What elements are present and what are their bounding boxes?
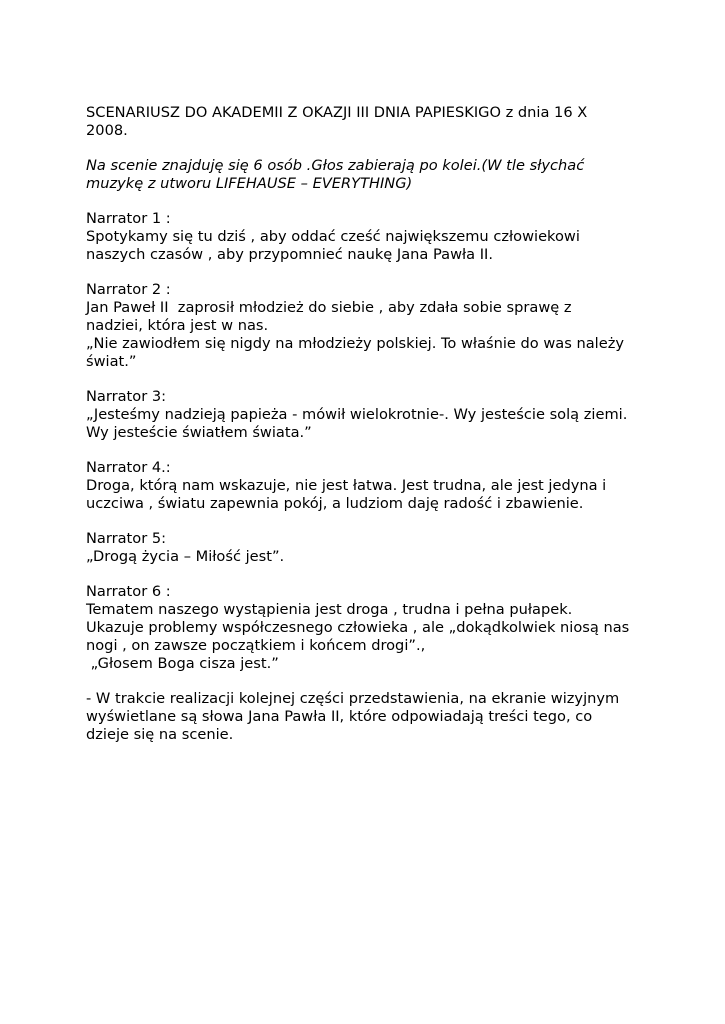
narrator-4-label: Narrator 4.:	[86, 459, 171, 476]
narrator-6-label: Narrator 6 :	[86, 583, 171, 600]
closing-line: wyświetlane są słowa Jana Pawła II, które odpowiadają treści tego, co	[86, 708, 593, 725]
stage-direction-intro	[86, 157, 646, 193]
narrator-1-label: Narrator 1 :	[86, 210, 171, 227]
document-page	[86, 104, 646, 761]
narrator-3-line: „Jesteśmy nadzieją papieża - mówił wielokrotnie-. Wy jesteście solą ziemi.	[86, 406, 628, 423]
narrator-1-line: naszych czasów , aby przypomnieć naukę Jana Pawła II.	[86, 246, 494, 263]
narrator-2-line: świat.”	[86, 353, 137, 370]
narrator-2-label: Narrator 2 :	[86, 281, 171, 298]
narrator-6-line: Ukazuje problemy współczesnego człowieka , ale „dokądkolwiek niosą nas	[86, 619, 630, 636]
narrator-3-section	[86, 388, 646, 442]
narrator-3-label: Narrator 3:	[86, 388, 167, 405]
intro-line: Na scenie znajduję się 6 osób .Głos zabierają po kolei.(W tle słychać	[86, 157, 585, 174]
narrator-4-line: uczciwa , światu zapewnia pokój, a ludziom daję radość i zbawienie.	[86, 495, 584, 512]
narrator-1-line: Spotykamy się tu dziś , aby oddać cześć największemu człowiekowi	[86, 228, 580, 245]
narrator-5-line: „Drogą życia – Miłość jest”.	[86, 548, 285, 565]
narrator-4-section	[86, 459, 646, 513]
narrator-5-section	[86, 530, 646, 566]
closing-line: - W trakcie realizacji kolejnej części przedstawienia, na ekranie wizyjnym	[86, 690, 620, 707]
title-line: 2008.	[86, 122, 128, 139]
narrator-1-section	[86, 210, 646, 264]
narrator-2-line: Jan Paweł II zaprosił młodzież do siebie , aby zdała sobie sprawę z	[86, 299, 572, 316]
narrator-6-line: nogi , on zawsze początkiem i końcem drogi”.,	[86, 637, 426, 654]
title-line: SCENARIUSZ DO AKADEMII Z OKAZJI III DNIA PAPIESKIGO z dnia 16 X	[86, 104, 588, 121]
narrator-2-line: „Nie zawiodłem się nigdy na młodzieży polskiej. To właśnie do was należy	[86, 335, 625, 352]
closing-stage-direction	[86, 690, 646, 744]
narrator-2-line: nadziei, która jest w nas.	[86, 317, 269, 334]
document-title	[86, 104, 646, 140]
narrator-2-section	[86, 281, 646, 371]
narrator-6-line: „Głosem Boga cisza jest.”	[86, 655, 279, 672]
intro-line: muzykę z utworu LIFEHAUSE – EVERYTHING)	[86, 175, 413, 192]
narrator-4-line: Droga, którą nam wskazuje, nie jest łatwa. Jest trudna, ale jest jedyna i	[86, 477, 607, 494]
narrator-6-section	[86, 583, 646, 673]
narrator-3-line: Wy jesteście światłem świata.”	[86, 424, 312, 441]
narrator-6-line: Tematem naszego wystąpienia jest droga , trudna i pełna pułapek.	[86, 601, 573, 618]
narrator-5-label: Narrator 5:	[86, 530, 167, 547]
closing-line: dzieje się na scenie.	[86, 726, 234, 743]
